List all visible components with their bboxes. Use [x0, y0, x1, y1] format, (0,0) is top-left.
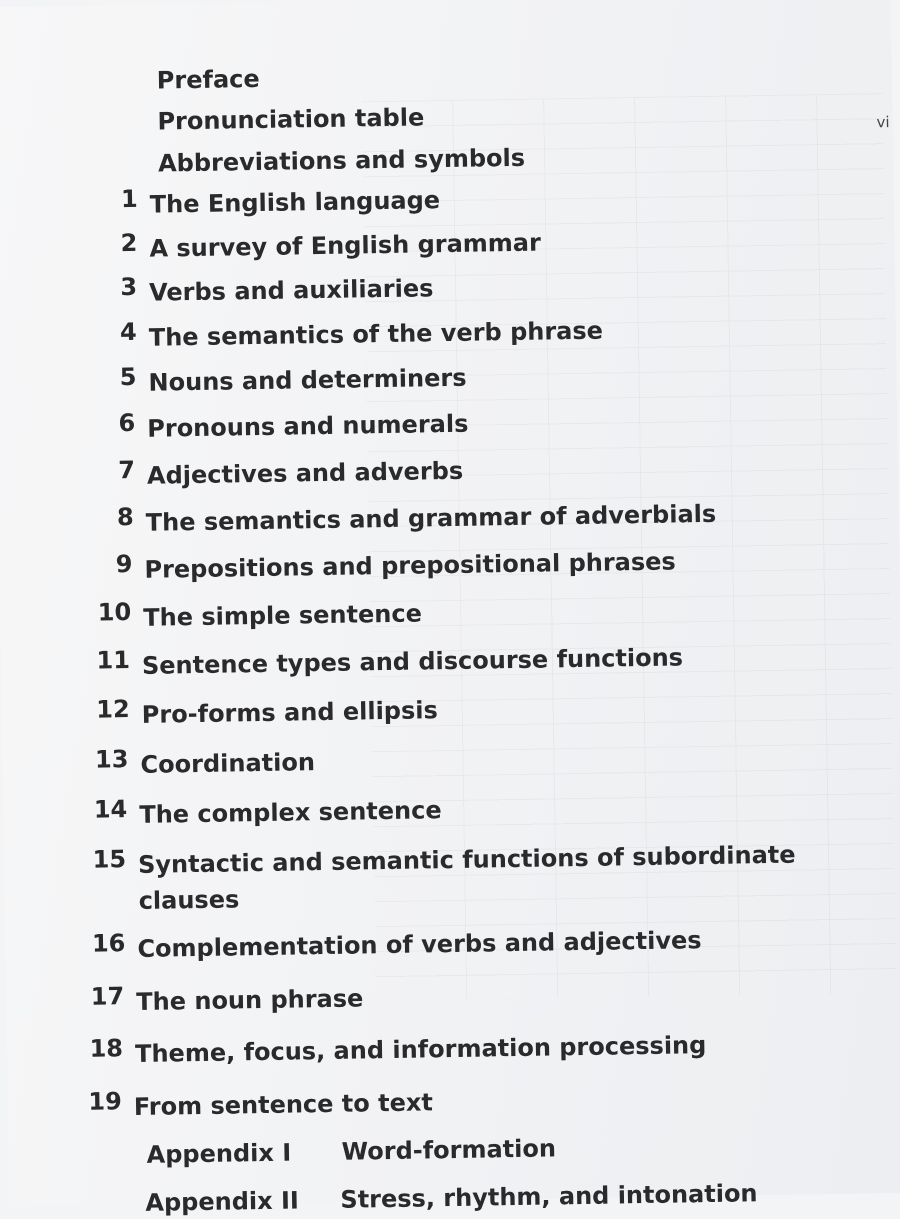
- chapter-number: 15: [92, 845, 127, 874]
- chapter-number: 13: [94, 745, 129, 774]
- chapter-title: Pro-forms and ellipsis: [141, 696, 438, 729]
- chapter-number: 9: [115, 549, 133, 579]
- chapter-title: Sentence types and discourse functions: [141, 643, 684, 680]
- chapter-number: 17: [90, 982, 125, 1011]
- chapter-title: Syntactic and semantic functions of subordinate clauses: [137, 840, 796, 915]
- appendix-label: Appendix I: [146, 1138, 292, 1169]
- chapter-number: 12: [96, 695, 130, 724]
- chapter-title: Nouns and determiners: [148, 363, 467, 397]
- chapter-title: Verbs and auxiliaries: [148, 274, 434, 307]
- toc-title: Abbreviations and symbols: [157, 143, 526, 178]
- chapter-number: 4: [119, 317, 137, 347]
- chapter-number: 14: [93, 795, 128, 824]
- chapter-number: 2: [120, 228, 138, 258]
- chapter-title: Complementation of verbs and adjectives: [137, 926, 702, 963]
- chapter-number: 19: [88, 1087, 123, 1116]
- chapter-title: Coordination: [140, 748, 316, 779]
- chapter-number: 3: [120, 272, 138, 302]
- chapter-title: Pronouns and numerals: [147, 409, 469, 443]
- chapter-number: 5: [119, 362, 137, 392]
- appendix-title: Word-formation: [341, 1134, 557, 1166]
- chapter-title: Theme, focus, and information processing: [134, 1031, 707, 1069]
- chapter-number: 16: [91, 929, 126, 958]
- chapter-number: 1: [120, 184, 138, 214]
- page-number: vi: [876, 113, 890, 132]
- chapter-number: 7: [117, 455, 136, 485]
- chapter-number: 10: [97, 598, 132, 627]
- appendix-label: Appendix II: [145, 1186, 300, 1217]
- chapter-title: The semantics of the verb phrase: [148, 316, 604, 352]
- chapter-number: 8: [116, 502, 134, 532]
- chapter-title: The semantics and grammar of adverbials: [145, 499, 717, 537]
- chapter-number: 11: [96, 646, 131, 675]
- toc-title: Preface: [156, 64, 260, 95]
- chapter-title: Adjectives and adverbs: [146, 456, 464, 490]
- chapter-title: Prepositions and prepositional phrases: [144, 547, 676, 584]
- chapter-title: The simple sentence: [143, 599, 423, 632]
- toc-title: Pronunciation table: [157, 103, 425, 136]
- appendix-title: Stress, rhythm, and intonation: [340, 1179, 758, 1214]
- chapter-title: A survey of English grammar: [149, 228, 542, 263]
- chapter-title: The English language: [149, 186, 441, 219]
- chapter-title: The complex sentence: [139, 796, 442, 829]
- chapter-number: 6: [118, 408, 136, 438]
- chapter-number: 18: [89, 1034, 124, 1063]
- chapter-title: From sentence to text: [133, 1088, 434, 1122]
- chapter-title: The noun phrase: [136, 984, 364, 1016]
